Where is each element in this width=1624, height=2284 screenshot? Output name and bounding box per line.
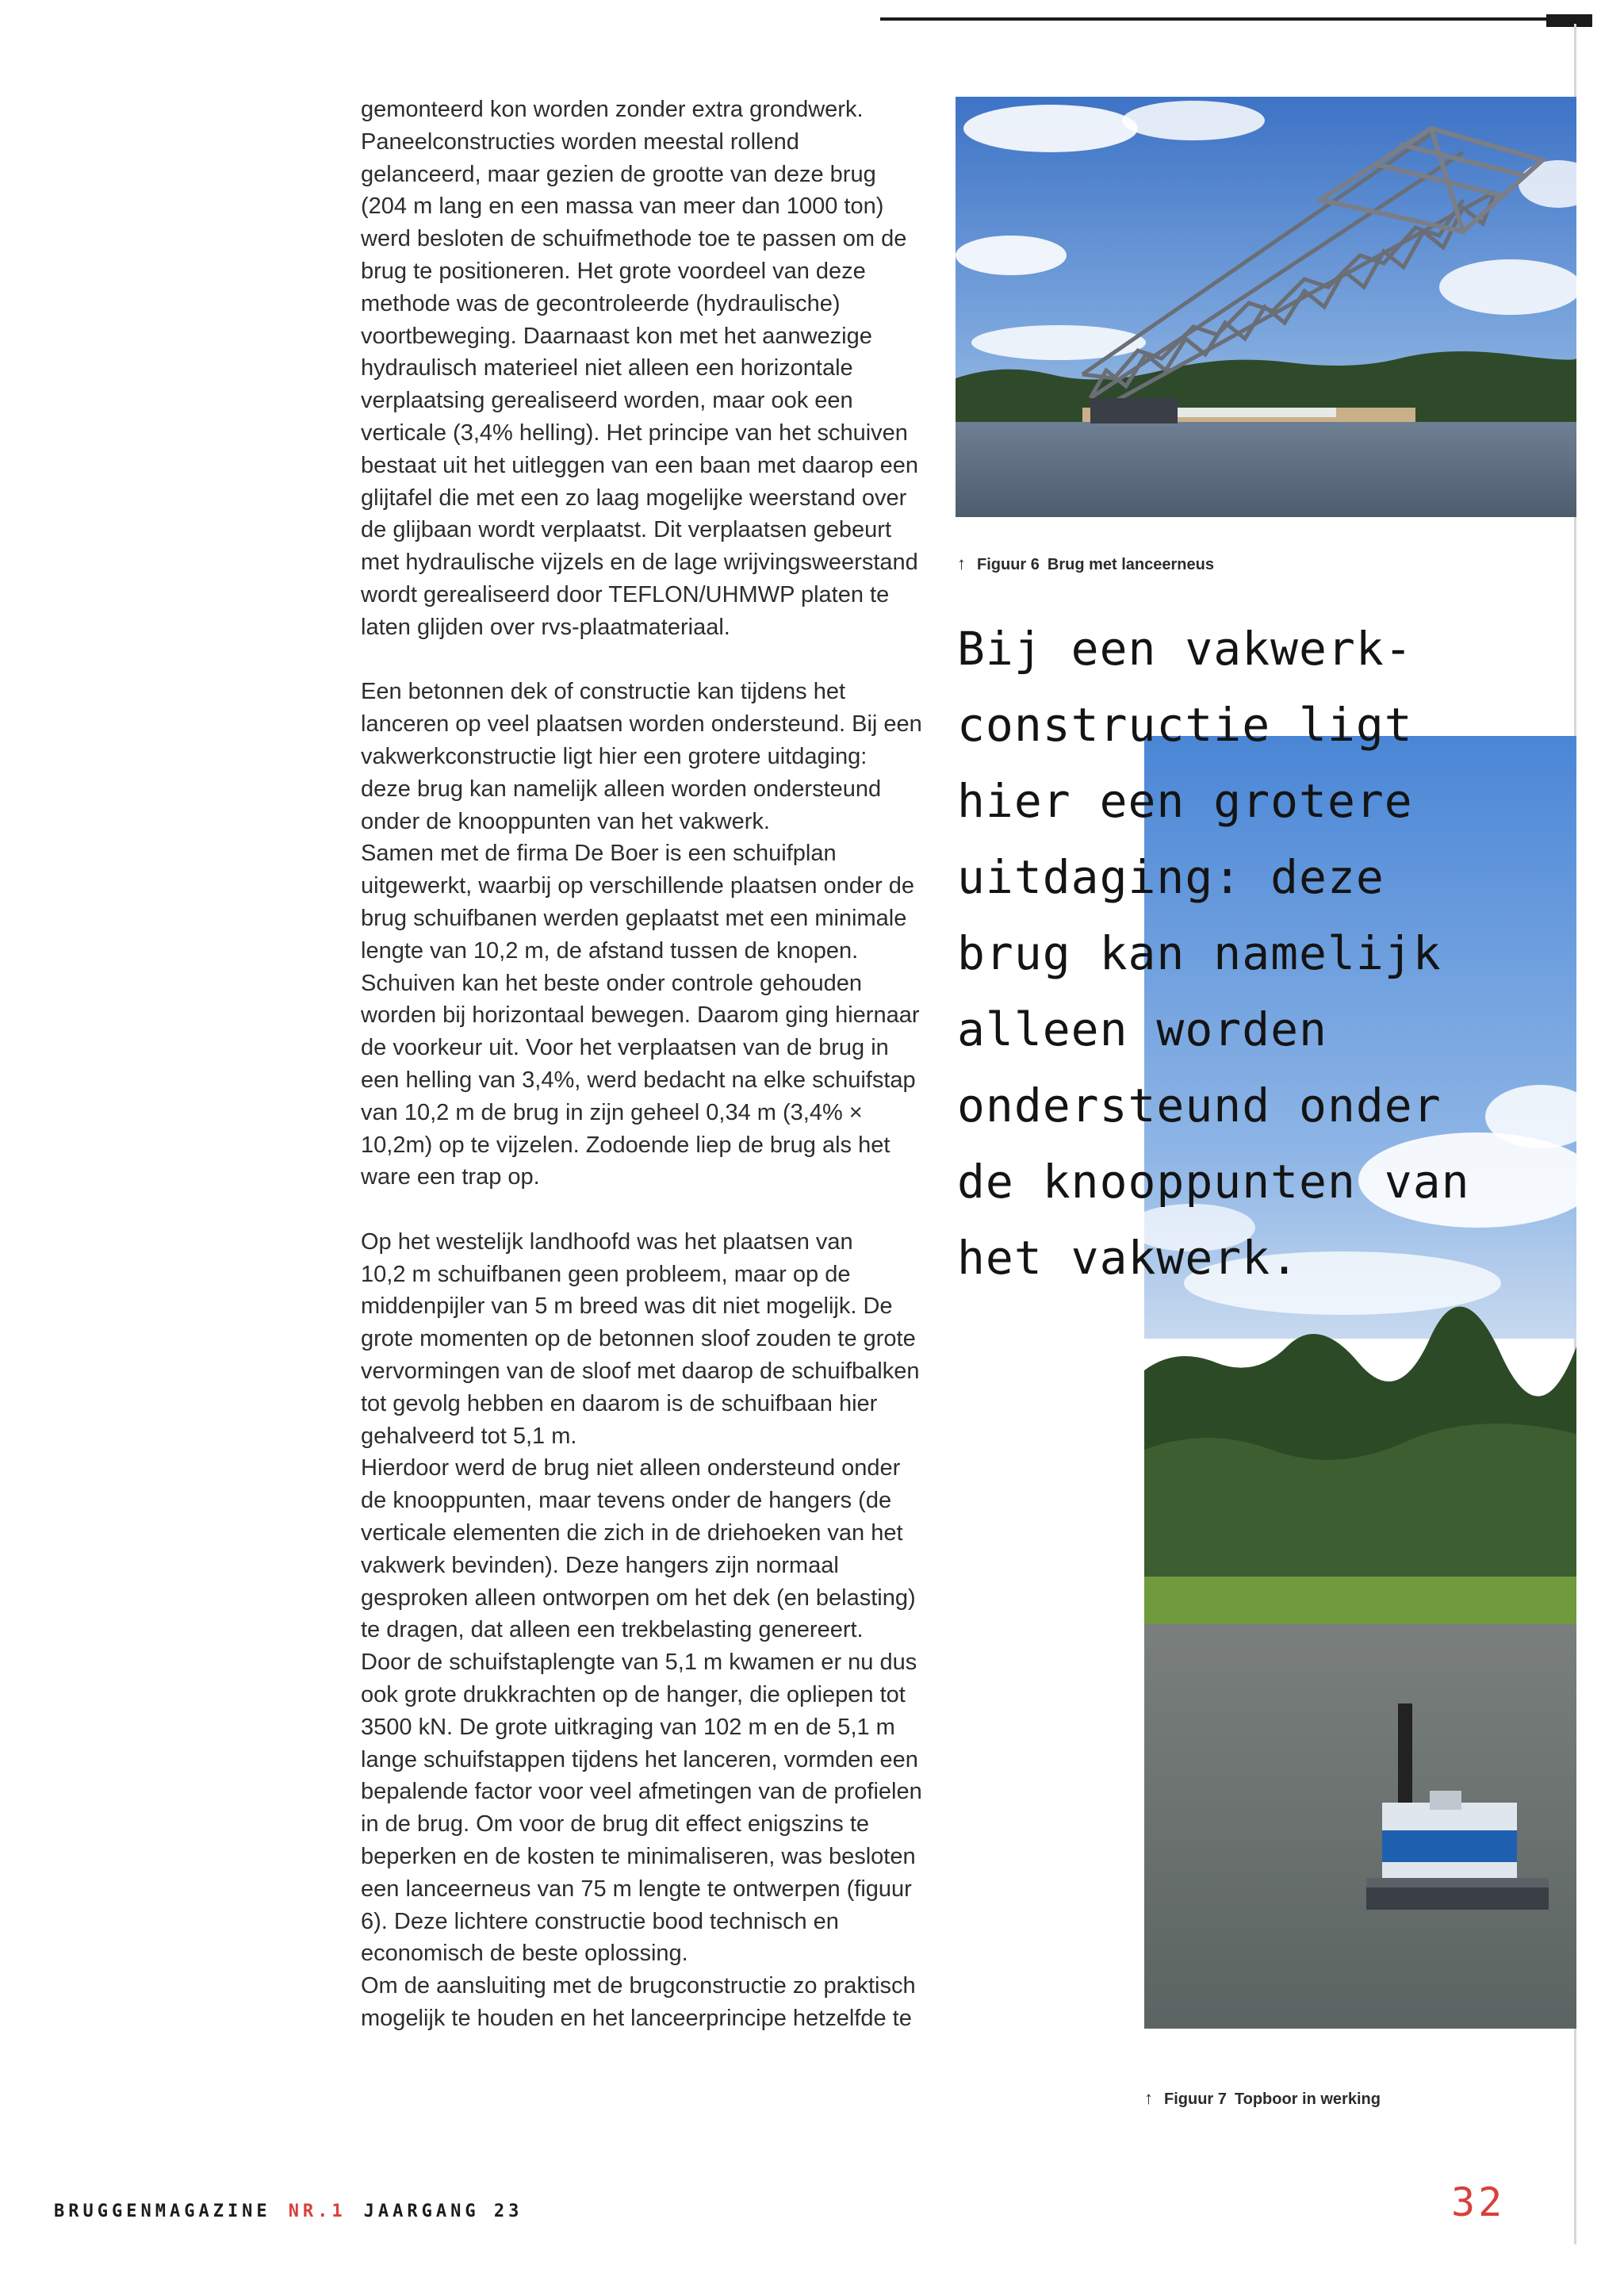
paragraph: Door de schuifstaplengte van 5,1 m kwamen er nu dus ook grote drukkrachten op de hanger, die opliepen tot 3500 kN. De grote uitkraging van 102 m en de 5,1 m lange schuifstappen tijdens het lanceren, vormden een bepalende factor voor veel afmetingen van de profielen in de brug. Om voor de brug dit effect enigszins te beperken en de kosten te minimaliseren, was besloten een lanceerneus van 75 m lengte te ontwerpen (figuur 6). Deze lichtere constructie bood technisch en economisch de beste oplossing. bbox=[361, 1650, 922, 1967]
top-rule-end bbox=[1546, 14, 1592, 27]
figure-7-caption: ↑ Figuur 7 Topboor in werking bbox=[1144, 2088, 1381, 2108]
pull-quote: Bij een vakwerk- constructie ligt hier een grotere uitdaging: deze brug kan namelijk alleen worden ondersteund onder de knooppunten van het vakwerk. bbox=[957, 622, 1470, 1285]
paragraph: Hierdoor werd de brug niet alleen ondersteund onder de knooppunten, maar tevens onder de hangers (de verticale elementen die zich in de driehoeken van het vakwerk bevinden). Deze hangers zijn normaal gesproken alleen ontworpen om het dek (en belasting) te dragen, dat alleen een trekbelasting genereert. bbox=[361, 1455, 916, 1643]
figure-6-photo bbox=[956, 97, 1576, 517]
issue-number: NR.1 bbox=[288, 2202, 347, 2221]
figure-6-caption: ↑ Figuur 6 Brug met lanceerneus bbox=[957, 554, 1214, 573]
paragraph: Om de aansluiting met de brugconstructie zo praktisch mogelijk te houden en het lanceerprincipe hetzelfde te bbox=[361, 1973, 916, 2032]
article-body bbox=[361, 94, 925, 2035]
up-arrow-icon: ↑ bbox=[957, 554, 966, 573]
paragraph: gemonteerd kon worden zonder extra grondwerk. Paneelconstructies worden meestal rollend gelanceerd, maar gezien de grootte van deze brug (204 m lang en een massa van meer dan 1000 ton) werd besloten de schuifmethode toe te passen om de brug te positioneren. Het grote voordeel van deze methode was de gecontroleerde (hydraulische) voortbeweging. Daarnaast kon met het aanwezige hydraulisch materieel niet alleen een horizontale verplaatsing gerealiseerd worden, maar ook een verticale (3,4% helling). Het principe van het schuiven bestaat uit het uitleggen van een baan met daarop een glijtafel die met een zo laag mogelijke weerstand over de glijbaan wordt verplaatst. Dit verplaatsen gebeurt met hydraulische vijzels en de lage wrijvingsweerstand wordt gerealiseerd door TEFLON/UHMWP platen te laten glijden over rvs-plaatmateriaal. bbox=[361, 97, 918, 640]
paragraph: Een betonnen dek of constructie kan tijdens het lanceren op veel plaatsen worden ondersteund. Bij een vakwerkconstructie ligt hier een grotere uitdaging: deze brug kan namelijk alleen worden ondersteund onder de knooppunten van het vakwerk. bbox=[361, 679, 922, 834]
paragraph: Samen met de firma De Boer is een schuifplan uitgewerkt, waarbij op verschillende plaatsen onder de brug schuifbanen werden geplaatst met een minimale lengte van 10,2 m, de afstand tussen de knopen. Schuiven kan het beste onder controle gehouden worden bij horizontaal bewegen. Daarom ging hiernaar de voorkeur uit. Voor het verplaatsen van de brug in een helling van 3,4%, werd bedacht na elke schuifstap van 10,2 m de brug in zijn geheel 0,34 m (3,4% × 10,2m) op te vijzelen. Zodoende liep de brug als het ware een trap op. bbox=[361, 841, 920, 1190]
page-number: 32 bbox=[1451, 2179, 1506, 2225]
up-arrow-icon: ↑ bbox=[1144, 2088, 1153, 2108]
volume: JAARGANG 23 bbox=[363, 2202, 523, 2221]
paragraph: Op het westelijk landhoofd was het plaatsen van 10,2 m schuifbanen geen probleem, maar op de middenpijler van 5 m breed was dit niet mogelijk. De grote momenten op de betonnen sloof zouden te grote vervormingen van de sloof met daarop de schuifbalken tot gevolg hebben en daarom is de schuifbaan hier gehalveerd tot 5,1 m. bbox=[361, 1228, 920, 1449]
top-rule bbox=[880, 17, 1590, 21]
magazine-name: BRUGGENMAGAZINE bbox=[54, 2202, 271, 2221]
footer bbox=[54, 2202, 523, 2221]
